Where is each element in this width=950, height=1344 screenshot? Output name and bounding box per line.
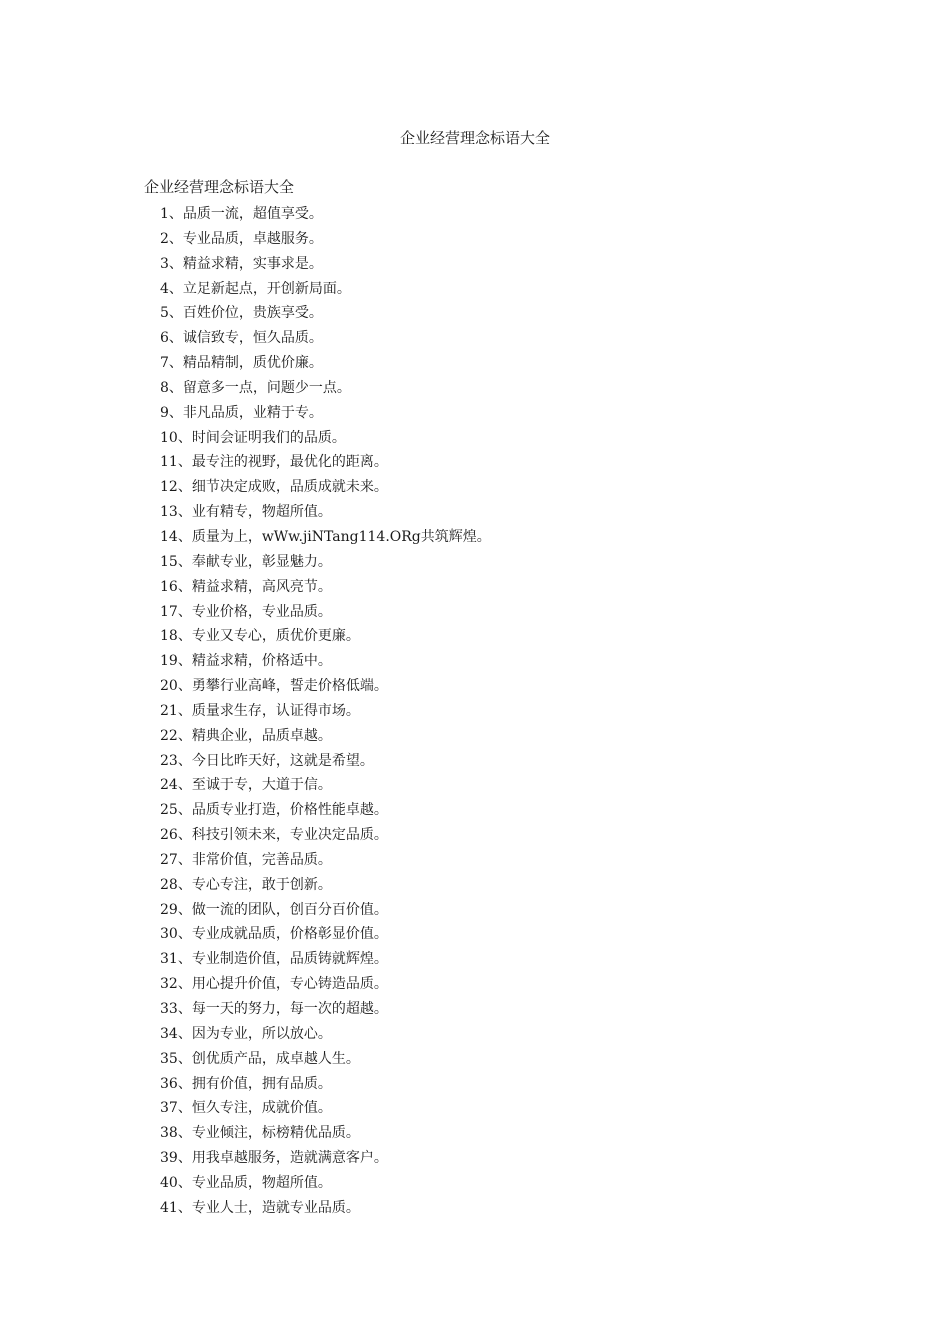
slogan-item: 27、非常价值，完善品质。 [160, 851, 332, 868]
slogan-item: 22、精典企业，品质卓越。 [160, 727, 332, 744]
slogan-item: 29、做一流的团队，创百分百价值。 [160, 901, 388, 918]
slogan-item: 7、精品精制，质优价廉。 [160, 355, 323, 372]
document-heading: 企业经营理念标语大全 [144, 178, 295, 196]
slogan-item: 18、专业又专心，质优价更廉。 [160, 628, 360, 645]
slogan-item: 19、精益求精，价格适中。 [160, 653, 332, 670]
slogan-item: 20、勇攀行业高峰，誓走价格低端。 [160, 678, 388, 695]
slogan-item: 14、质量为上，wWw.jiNTang114.ORg共筑辉煌。 [160, 528, 491, 545]
slogan-item: 2、专业品质，卓越服务。 [160, 230, 323, 247]
slogan-item: 5、百姓价位，贵族享受。 [160, 305, 323, 322]
slogan-item: 37、恒久专注，成就价值。 [160, 1100, 332, 1117]
slogan-item: 40、专业品质，物超所值。 [160, 1174, 332, 1191]
slogan-item: 16、精益求精，高风亮节。 [160, 578, 332, 595]
slogan-item: 11、最专注的视野，最优化的距离。 [160, 454, 388, 471]
slogan-item: 35、创优质产品，成卓越人生。 [160, 1050, 360, 1067]
slogan-item: 34、因为专业，所以放心。 [160, 1025, 332, 1042]
slogan-item: 21、质量求生存，认证得市场。 [160, 702, 360, 719]
slogan-item: 17、专业价格，专业品质。 [160, 603, 332, 620]
slogan-item: 1、品质一流，超值享受。 [160, 206, 323, 222]
slogan-item: 39、用我卓越服务，造就满意客户。 [160, 1150, 388, 1167]
slogan-item: 13、业有精专，物超所值。 [160, 504, 332, 521]
slogan-item: 26、科技引领未来，专业决定品质。 [160, 827, 388, 844]
slogan-list [160, 202, 491, 1221]
slogan-item: 41、专业人士，造就专业品质。 [160, 1199, 360, 1216]
slogan-item: 30、专业成就品质，价格彰显价值。 [160, 926, 388, 943]
slogan-item: 31、专业制造价值，品质铸就辉煌。 [160, 951, 388, 968]
document-title: 企业经营理念标语大全 [399, 129, 550, 147]
slogan-item: 28、专心专注，敢于创新。 [160, 876, 332, 893]
slogan-item: 10、时间会证明我们的品质。 [160, 429, 346, 446]
slogan-item: 6、诚信致专，恒久品质。 [160, 330, 323, 347]
slogan-item: 8、留意多一点，问题少一点。 [160, 379, 351, 396]
slogan-item: 23、今日比昨天好，这就是希望。 [160, 752, 374, 769]
slogan-item: 4、立足新起点，开创新局面。 [160, 280, 351, 297]
slogan-item: 24、至诚于专，大道于信。 [160, 777, 332, 794]
slogan-item: 36、拥有价值，拥有品质。 [160, 1075, 332, 1092]
slogan-item: 32、用心提升价值，专心铸造品质。 [160, 976, 388, 993]
slogan-item: 15、奉献专业，彰显魅力。 [160, 553, 332, 570]
slogan-item: 25、品质专业打造，价格性能卓越。 [160, 802, 388, 819]
slogan-item: 3、精益求精，实事求是。 [160, 255, 323, 272]
slogan-item: 38、专业倾注，标榜精优品质。 [160, 1125, 360, 1142]
slogan-item: 33、每一天的努力，每一次的超越。 [160, 1001, 388, 1017]
slogan-item: 12、细节决定成败，品质成就未来。 [160, 479, 388, 496]
slogan-item: 9、非凡品质，业精于专。 [160, 404, 323, 421]
